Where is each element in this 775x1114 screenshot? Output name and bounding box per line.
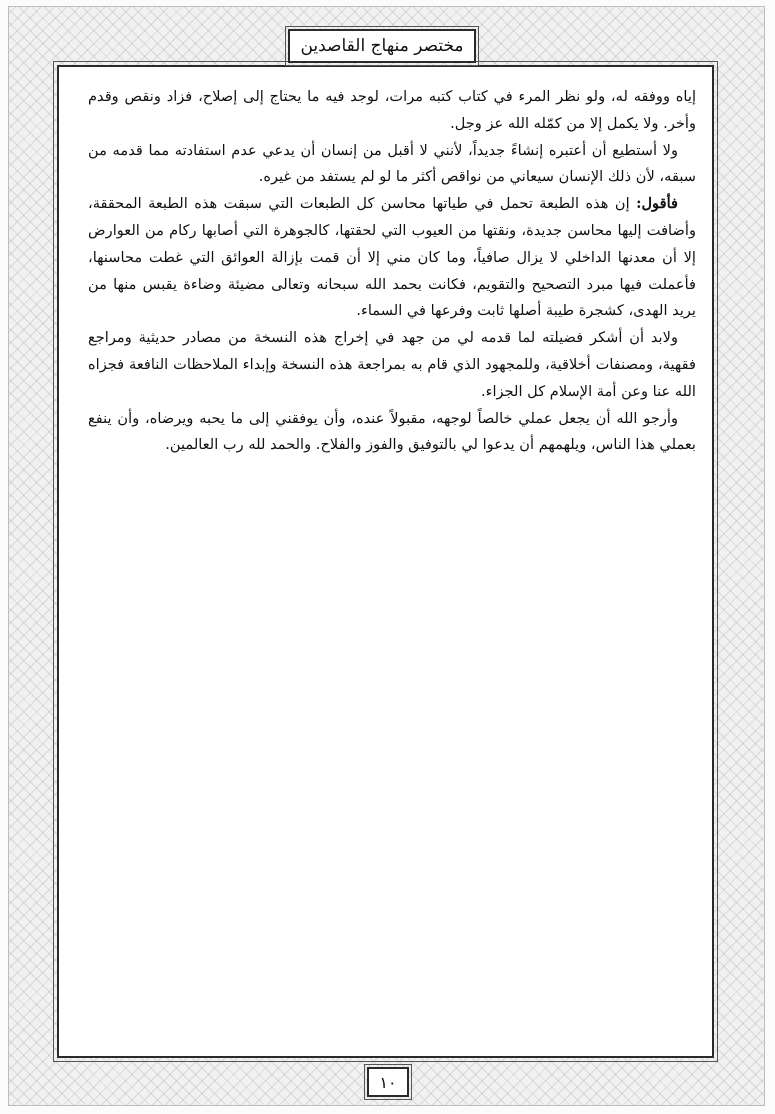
paragraph-3-lead: فأقول: xyxy=(636,195,678,213)
paragraph-3 xyxy=(88,191,696,325)
page-body xyxy=(88,84,696,459)
page-number: ١٠ xyxy=(379,1072,397,1092)
page-number-box xyxy=(367,1067,409,1097)
paragraph-1: إياه ووفقه له، ولو نظر المرء في كتاب كتبه مرات، لوجد فيه ما يحتاج إلى إصلاح، فزاد ونقص وقدم وأخر. ولا يكمل إلا من كمّله الله عز وجل. xyxy=(88,88,696,132)
paragraph-2: ولا أستطيع أن أعتبره إنشاءً جديداً، لأنني لا أقبل من إنسان أن يدعي عدم استفادته مما قدمه من سبقه، لأن ذلك الإنسان سيعاني من نواقص أكثر ما لو لم يستفد من غيره. xyxy=(88,141,696,186)
paragraph-3-text: إن هذه الطبعة تحمل في طياتها محاسن كل الطبعات التي سبقت هذه الطبعة المحققة، وأضافت إليها محاسن جديدة، ونقتها من العيوب التي لحقتها، كالجوهرة التي أصابها ركام من العوارض إلا أن معدنها الداخلي لا يزال صافياً، وما كان مني إلا أن قمت بإزالة العوائق التي غطت محاسنها، فأعملت فيها مبرد التصحيح والتقويم، فكانت بحمد الله سبحانه وتعالى مضيئة وضاءة يقبس منها من يريد الهدى، كشجرة طيبة أصلها ثابت وفرعها في السماء. xyxy=(88,195,696,320)
paragraph-5: وأرجو الله أن يجعل عملي خالصاً لوجهه، مقبولاً عنده، وأن يوفقني إلى ما يحبه ويرضاه، وأن ينفع بعملي هذا الناس، ويلهمهم أن يدعوا لي بالتوفيق والفوز والفلاح. والحمد لله رب العالمين. xyxy=(88,409,696,454)
paragraph-4: ولابد أن أشكر فضيلته لما قدمه لي من جهد في إخراج هذه النسخة من مصادر حديثية ومراجع فقهية، ومصنفات أخلاقية، وللمجهود الذي قام به بمراجعة هذه النسخة وإبداء الملاحظات النافعة فجزاه الله عنا وعن أمة الإسلام كل الجزاء. xyxy=(88,329,696,400)
running-header xyxy=(288,29,476,63)
book-title: مختصر منهاج القاصدين xyxy=(300,36,464,56)
